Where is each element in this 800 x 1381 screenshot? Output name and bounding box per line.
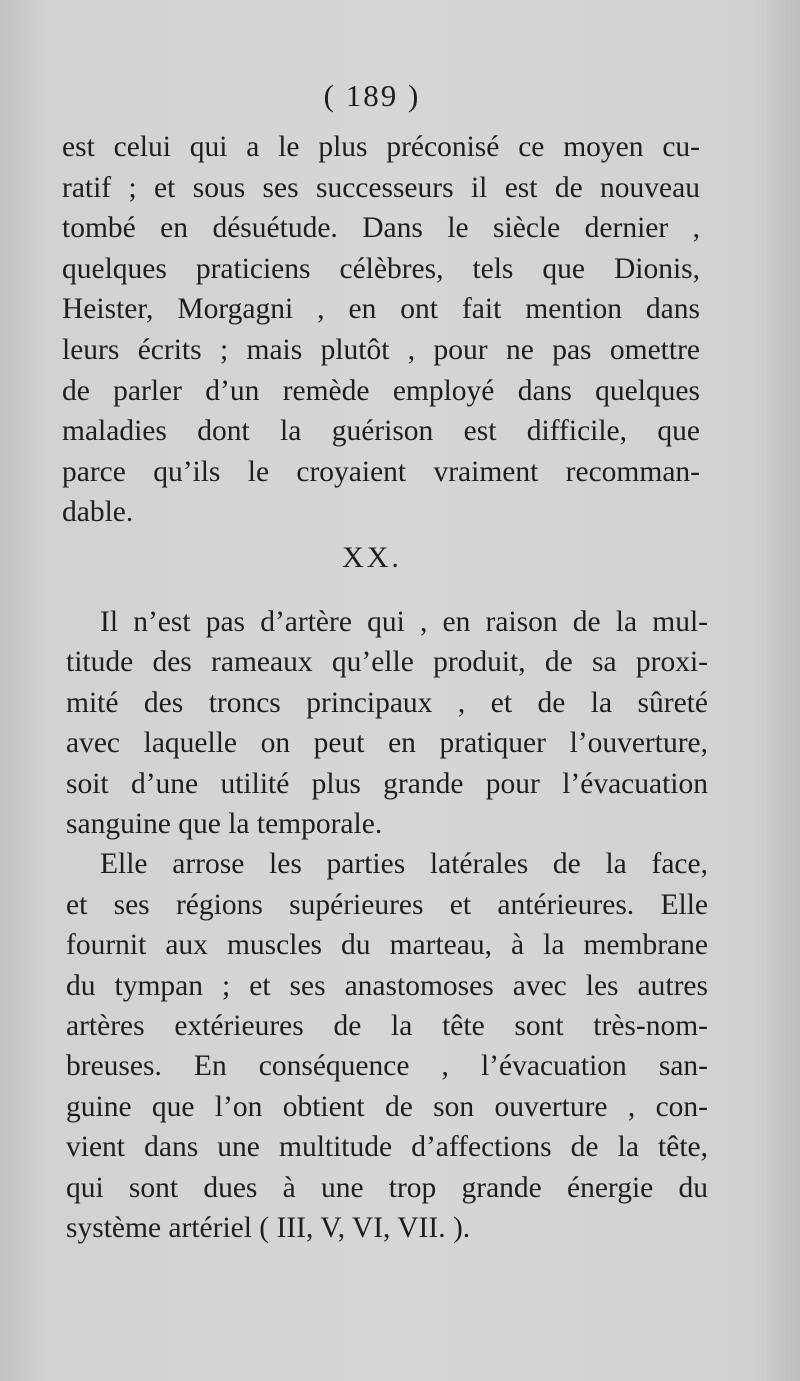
text-line: fournit aux muscles du marteau, à la membrane <box>66 929 708 962</box>
text-line: Heister, Morgagni , en ont fait mention dans <box>62 293 700 326</box>
text-line: qui sont dues à une trop grande énergie du <box>66 1171 708 1204</box>
text-line: avec laquelle on peut en pratiquer l’ouverture, <box>66 727 708 760</box>
text-line: mité des troncs principaux , et de la sûreté <box>66 686 708 719</box>
text-line: vient dans une multitude d’affections de la tête, <box>66 1131 708 1164</box>
text-line: et ses régions supérieures et antérieures. Elle <box>66 888 708 921</box>
page-number: ( 189 ) <box>323 78 421 113</box>
text-line: sanguine que la temporale. <box>66 808 383 841</box>
text-line: soit d’une utilité plus grande pour l’évacuation <box>66 767 708 800</box>
text-line: leurs écrits ; mais plutôt , pour ne pas omettre <box>62 333 700 366</box>
text-line: quelques praticiens célèbres, tels que Dionis, <box>62 252 700 285</box>
text-line: maladies dont la guérison est difficile, que <box>62 415 700 448</box>
text-line: titude des rameaux qu’elle produit, de sa proxi- <box>66 646 708 679</box>
text-line: dable. <box>62 496 134 529</box>
section-heading: XX. <box>342 541 402 574</box>
text-line: ratif ; et sous ses successeurs il est de nouveau <box>62 171 700 204</box>
text-line: du tympan ; et ses anastomoses avec les autres <box>66 969 708 1002</box>
paragraph-continuation <box>62 127 700 533</box>
text-line: breuses. En conséquence , l’évacuation san- <box>66 1050 708 1083</box>
text-line: est celui qui a le plus préconisé ce moyen cu- <box>62 131 700 163</box>
text-line: guine que l’on obtient de son ouverture , con- <box>66 1090 708 1123</box>
section-body <box>66 602 708 1249</box>
text-line: parce qu’ils le croyaient vraiment recomman- <box>62 455 700 488</box>
text-line: de parler d’un remède employé dans quelques <box>62 374 700 407</box>
text-line: tombé en désuétude. Dans le siècle dernier , <box>62 212 700 245</box>
text-line: artères extérieures de la tête sont très-nom- <box>66 1010 708 1043</box>
text-line: Il n’est pas d’artère qui , en raison de la mul- <box>100 606 708 638</box>
text-line: Elle arrose les parties latérales de la face, <box>100 848 708 881</box>
text-line: système artériel ( III, V, VI, VII. ). <box>66 1212 471 1245</box>
